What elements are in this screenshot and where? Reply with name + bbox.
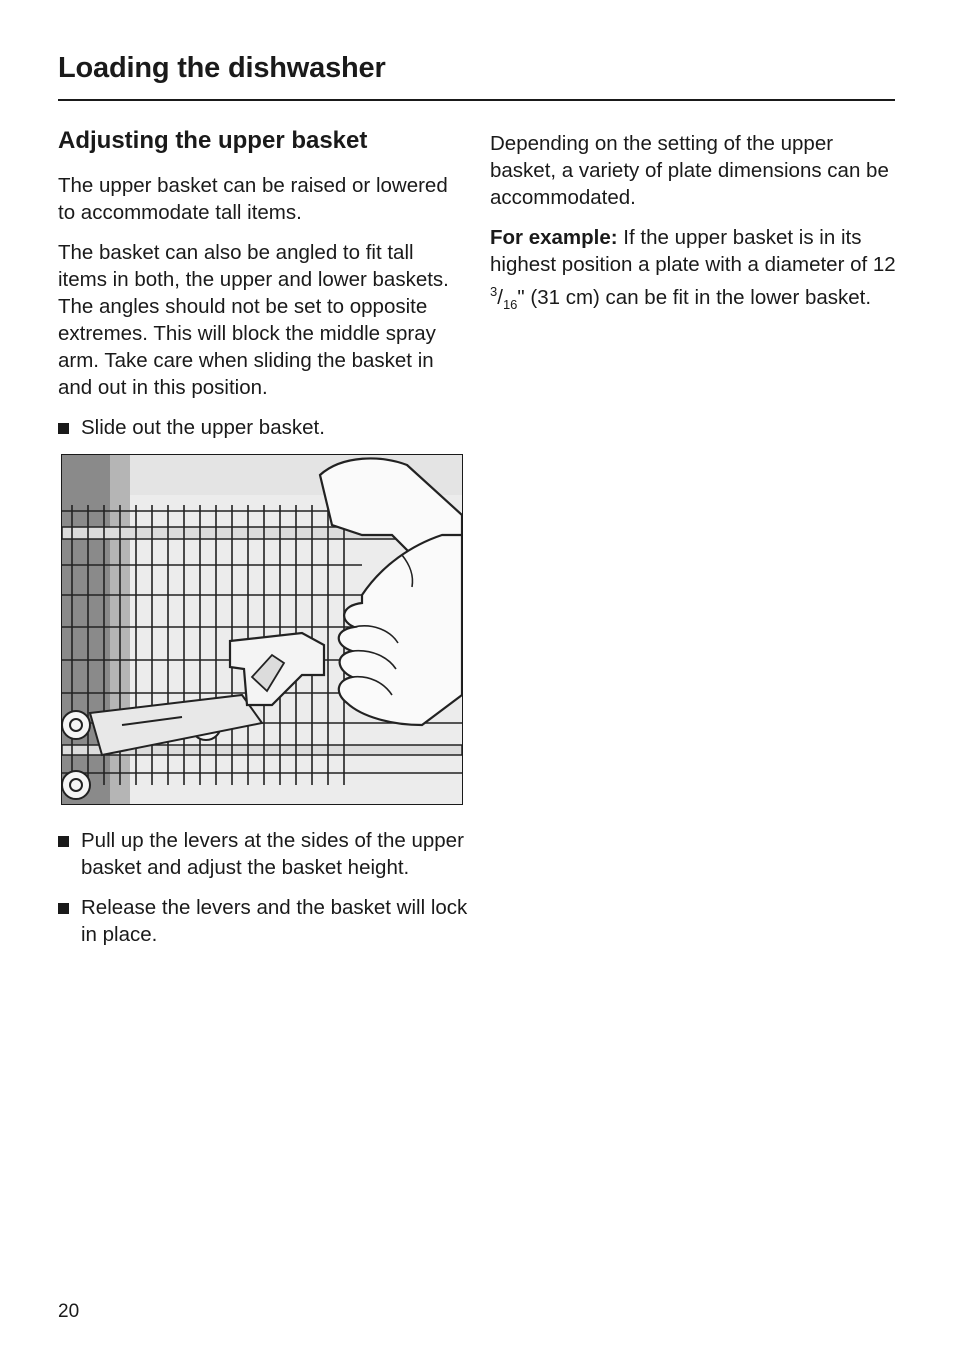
title-rule	[58, 99, 895, 101]
page-title: Loading the dishwasher	[58, 52, 386, 84]
example-label: For example:	[490, 226, 618, 249]
example-text-start: If the upper basket is in its highest position a plate with a diameter of 12	[490, 226, 896, 276]
instruction-text: Pull up the levers at the sides of the upper basket and adjust the basket height.	[81, 829, 464, 879]
right-column	[490, 130, 900, 331]
paragraph-raise-lower: The upper basket can be raised or lowered to accommodate tall items.	[58, 174, 448, 224]
paragraph-plate-dimensions: Depending on the setting of the upper basket, a variety of plate dimensions can be accommodated.	[490, 132, 889, 209]
fraction-separator: /	[497, 285, 503, 309]
paragraph-example	[490, 224, 900, 318]
page-number: 20	[58, 1301, 80, 1322]
instruction-text: Slide out the upper basket.	[81, 416, 325, 439]
left-column	[58, 124, 468, 961]
paragraph-angle-warning: The basket can also be angled to fit tall items in both, the upper and lower baskets. The angles should not be set to opposite extremes. This will block the middle spray arm. Take care when sliding the basket in and out in this position.	[58, 241, 449, 399]
instruction-slide-out	[58, 414, 468, 441]
instruction-release-levers	[58, 894, 468, 948]
bullet-square-icon	[58, 903, 69, 914]
section-heading: Adjusting the upper basket	[58, 127, 368, 154]
bullet-square-icon	[58, 836, 69, 847]
basket-illustration	[61, 454, 463, 805]
bullet-square-icon	[58, 423, 69, 434]
fraction-denominator: 16	[502, 296, 518, 312]
fraction-numerator: 3	[490, 284, 498, 299]
instruction-pull-levers	[58, 827, 468, 881]
instruction-text: Release the levers and the basket will lock in place.	[81, 896, 468, 946]
basket-lever-drawing	[62, 455, 462, 804]
example-text-end: " (31 cm) can be fit in the lower basket.	[517, 285, 872, 309]
